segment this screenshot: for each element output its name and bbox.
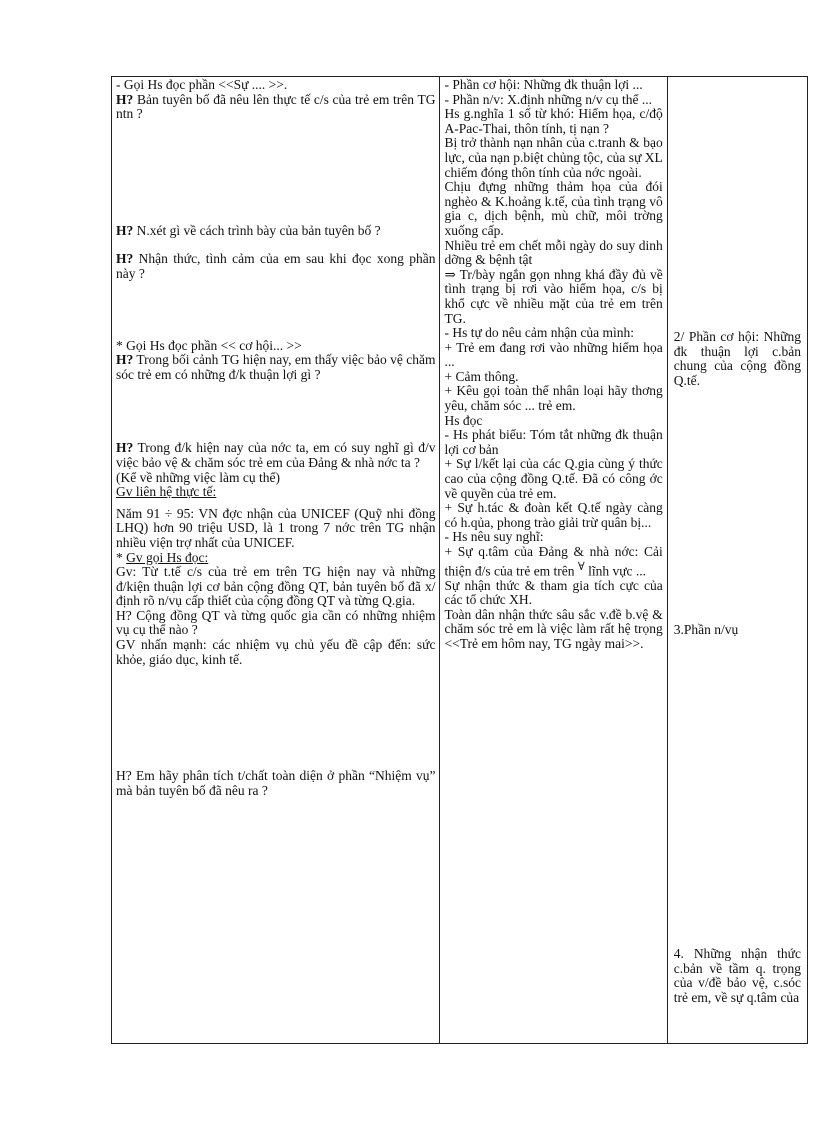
text-line: + Sự l/kết lại của các Q.gia cùng ý thức cao của cộng đồng Q.tế. Đã có công ớc về quyền của trẻ em. <box>444 456 663 501</box>
question <box>116 93 435 122</box>
spacer <box>116 122 435 224</box>
question-text: Nhận thức, tình cảm của em sau khi đọc xong phần này ? <box>116 251 436 281</box>
spacer <box>116 282 435 339</box>
text-line: (Kể về những việc làm cụ thể) <box>116 469 281 485</box>
text-line: - Phần cơ hội: Những đk thuận lợi ... <box>444 77 643 92</box>
question-mark-label: H? <box>116 440 134 456</box>
student-activity-column <box>440 77 667 1044</box>
question-text: Bản tuyên bố đã nêu lên thực tế c/s của trẻ em trên TG ntn ? <box>116 91 436 122</box>
section-heading: Gv liên hệ thực tế: <box>116 484 217 500</box>
note-tasks: 3.Phần n/vụ <box>673 622 739 637</box>
section-heading: Gv gọi Hs đọc: <box>126 549 209 565</box>
text-span: Tr/bày ngắn gọn nhng khá đầy đủ về tình trạng bị rơi vào hiểm họa, c/s bị khổ cực về nhiều mặt của trẻ em trên TG. <box>444 266 663 326</box>
spacer <box>116 382 435 441</box>
text-line: GV nhấn mạnh: các nhiệm vụ chủ yếu đề cập đến: sức khỏe, giáo dục, kinh tế. <box>116 637 436 667</box>
question-text: N.xét gì về cách trình bày của bản tuyên bố ? <box>133 222 381 238</box>
text-line: + Trẻ em đang rơi vào những hiểm họa ... <box>444 339 663 370</box>
question-mark-label: H? <box>116 222 134 238</box>
spacer <box>116 667 435 769</box>
question-mark-label: H? <box>116 91 134 107</box>
text-line: Hs g.nghĩa 1 số từ khó: Hiểm họa, c/độ A-Pac-Thai, thôn tính, tị nạn ? <box>444 106 663 136</box>
question-mark-label: H? <box>116 352 134 368</box>
text-line: Nhiều trẻ em chết mỗi ngày do suy dinh dỡng & bệnh tật <box>444 237 663 268</box>
text-line <box>444 545 662 579</box>
text-line: Sự nhận thức & tham gia tích cực của các tổ chức XH. <box>444 577 663 608</box>
text-line: Chịu đựng những thảm họa của đói nghèo & K.hoảng k.tế, của tình trạng vô gia c, dịch bệnh, mù chữ, môi trờng xuống cấp. <box>444 179 663 238</box>
teacher-activity-column <box>112 77 440 1044</box>
notes-column <box>667 77 807 1044</box>
text-line: - Phần n/v: X.định những n/v cụ thể ... <box>444 91 653 107</box>
text-line: - Hs phát biểu: Tóm tắt những đk thuận lợi cơ bản <box>444 427 663 457</box>
text-line: - Hs nêu suy nghĩ: <box>444 529 544 545</box>
text-line: Hs đọc <box>444 412 483 428</box>
text-line: Toàn dân nhận thức sâu sắc v.đề b.vệ & chăm sóc trẻ em là việc làm rất hệ trọng <<Trẻ em hôm nay, TG ngày mai>>. <box>444 606 663 652</box>
forall-symbol-icon: ∀ <box>577 560 585 573</box>
text-line: - Hs tự do nêu cảm nhận của mình: <box>444 325 634 341</box>
arrow-icon: ⇒ <box>444 266 456 282</box>
lesson-plan-table <box>111 76 808 1044</box>
question-mark-label: H? <box>116 251 134 267</box>
text-span: lĩnh vực ... <box>584 563 647 579</box>
question <box>116 441 435 470</box>
text-line <box>444 268 662 326</box>
text-line: Năm 91 ÷ 95: VN đợc nhận của UNICEF (Quỹ nhi đồng LHQ) hơn 90 triệu USD, là 1 trong 7 nớc trên TG nhận nhiều viện trợ nhất của UNICEF. <box>116 505 436 550</box>
text-line: Bị trở thành nạn nhân của c.tranh & bạo lực, của nạn p.biệt chủng tộc, của sự XL chiếm đóng thôn tính của nớc ngoài. <box>444 135 663 180</box>
note-opportunity: 2/ Phần cơ hội: Những đk thuận lợi c.bản chung của cộng đồng Q.tế. <box>673 329 801 388</box>
text-line: H? Em hãy phân tích t/chất toàn diện ở phần “Nhiệm vụ” mà bản tuyên bố đã nêu ra ? <box>116 768 436 798</box>
table-row <box>112 77 808 1044</box>
spacer <box>116 238 435 252</box>
text-line <box>116 551 435 566</box>
question <box>116 252 435 281</box>
text-line: + Sự h.tác & đoàn kết Q.tế ngày càng có h.qủa, phong trào giải trừ quân bị... <box>444 500 663 530</box>
bullet: * <box>116 549 127 565</box>
question-text: Trong bối cảnh TG hiện nay, em thấy việc bảo vệ chăm sóc trẻ em có những đ/k thuận lợi gì ? <box>116 352 436 382</box>
text-line: Gv: Từ t.tế c/s của trẻ em trên TG hiện nay và những đ/kiện thuận lợi cơ bản cộng đồng QT, bản tuyên bố đã x/định rõ n/vụ cấp thiết của cộng đồng QT và từng Q.gia. <box>116 564 436 609</box>
text-line: - Gọi Hs đọc phần <<Sự .... >>. <box>116 77 288 92</box>
question-text: Trong đ/k hiện nay của nớc ta, em có suy nghĩ gì đ/v việc bảo vệ & chăm sóc trẻ em của Đảng & nhà nớc ta ? <box>116 440 436 470</box>
text-line: H? Cộng đồng QT và từng quốc gia cần có những nhiệm vụ cụ thể nào ? <box>116 607 436 638</box>
text-span: + Sự q.tâm của Đảng & nhà nớc: Cải thiện đ/s của trẻ em trên <box>444 544 663 579</box>
question <box>116 353 435 382</box>
note-awareness: 4. Những nhận thức c.bản về tầm q. trọng của v/đề bảo vệ, c.sóc trẻ em, về sự q.tâm của <box>673 946 801 1005</box>
text-line: * Gọi Hs đọc phần << cơ hội... >> <box>116 337 302 353</box>
question <box>116 224 435 239</box>
text-line: + Cảm thông. <box>444 368 519 384</box>
text-line: + Kêu gọi toàn thể nhân loại hãy thơng yêu, chăm sóc ... trẻ em. <box>444 383 663 414</box>
